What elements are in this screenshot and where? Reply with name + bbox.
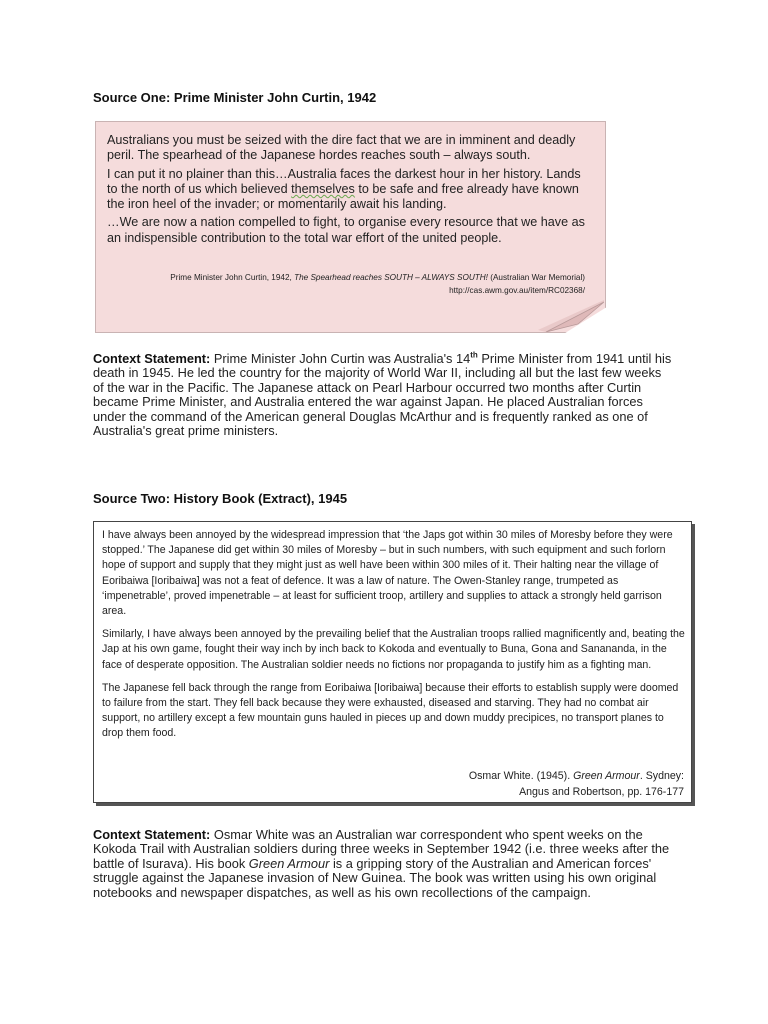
context-label: Context Statement: [93,351,211,366]
extract-paragraph: I have always been annoyed by the widespread impression that ‘the Japs got within 30 miles of Moresby before they were stopped.’ The Japanese did get within 30 miles of Moresby – but in such numbers, with such equipment and such forlorn hope of support and supply that they might just as well have been within 300 miles of it. Their halting near the village of Eoribaiwa [Ioribaiwa] was not a feat of defence. It was a law of nature. The Owen-Stanley range, trumpeted as ‘impenetrable’, proved impenetrable – at least for sufficient troop, artillery and supplies to attack a strongly held garrison area. [102,529,673,618]
context-text: Prime Minister John Curtin was Australia's 14 [210,351,471,366]
citation-text: Osmar White. (1945). [468,770,574,782]
extract-paragraph: Similarly, I have always been annoyed by the prevailing belief that the Australian troops rallied magnificently and, beating the Jap at his own game, fought their way inch by inch back to Kokoda and eventually to Buna, Gona and Sanananda, in the face of desperate opposition. The Australian soldier needs no fictions nor propaganda to justify him as a fighting man. [102,628,685,671]
quote-paragraph [107,167,585,213]
page-curl-decoration [538,300,604,332]
citation-text: Angus and Robertson, pp. 176-177 [519,786,684,798]
source-one-quote [107,133,585,249]
ordinal-superscript: th [470,350,478,360]
citation-text: (Australian War Memorial) [487,273,585,282]
book-title: Green Armour [248,855,330,871]
source-two-extract [102,528,686,750]
quote-text: I can put it no plainer than this…Australia faces the darkest hour in her history. Lands to the north of us which believed [107,166,581,196]
context-statement-one [93,352,673,438]
context-text: is a gripping story of the Australian and American forces' struggle against the Japanese invasion of New Guinea. The book was written using his own original notebooks and newspaper dispatches, as well as his own recollections of the campaign. [93,855,657,900]
context-statement-two [93,828,673,900]
spellcheck-underlined-word: themselves [291,181,355,196]
source-two-heading: Source Two: History Book (Extract), 1945 [93,491,348,506]
citation-text: . Sydney: [639,770,684,782]
quote-paragraph: Australians you must be seized with the dire fact that we are in imminent and deadly peril. The spearhead of the Japanese hordes reaches south – always south. [107,133,576,163]
source-two-citation [102,768,684,800]
quote-text: to be safe and free already have known the iron heel of the invader; or momentarily await his landing. [107,181,579,212]
citation-title: The Spearhead reaches SOUTH – ALWAYS SOUTH! [294,273,488,282]
source-one-heading: Source One: Prime Minister John Curtin, 1942 [93,90,377,105]
citation-text: Prime Minister John Curtin, 1942, [170,273,295,282]
quote-paragraph: …We are now a nation compelled to fight, to organise every resource that we have as an indispensible contribution to the total war effort of the united people. [107,215,585,245]
context-label: Context Statement: [93,827,211,842]
context-text: Prime Minister from 1941 until his death in 1945. He led the country for the majority of World War II, including all but the last few weeks of the war in the Pacific. The Japanese attack on Pearl Harbour occurred two months after Curtin became Prime Minister, and Australia entered the war against Japan. He placed Australian forces under the command of the American general Douglas McArthur and is frequently ranked as one of Australia's great prime ministers. [93,351,672,439]
citation-url: http://cas.awm.gov.au/item/RC02368/ [449,286,585,295]
source-one-citation [107,271,585,297]
citation-title: Green Armour [573,770,640,782]
context-text: Osmar White was an Australian war correspondent who spent weeks on the Kokoda Trail with Australian soldiers during three weeks in September 1942 (i.e. three weeks after the battle of Isurava). His book [93,827,670,871]
extract-paragraph: The Japanese fell back through the range from Eoribaiwa [Ioribaiwa] because their efforts to establish supply were doomed to failure from the start. They fell back because they were exhausted, diseased and starving. They had no combat air support, no artillery except a few mountain guns hauled in pieces up and down muddy precipices, no transport planes to drop them food. [102,681,679,740]
